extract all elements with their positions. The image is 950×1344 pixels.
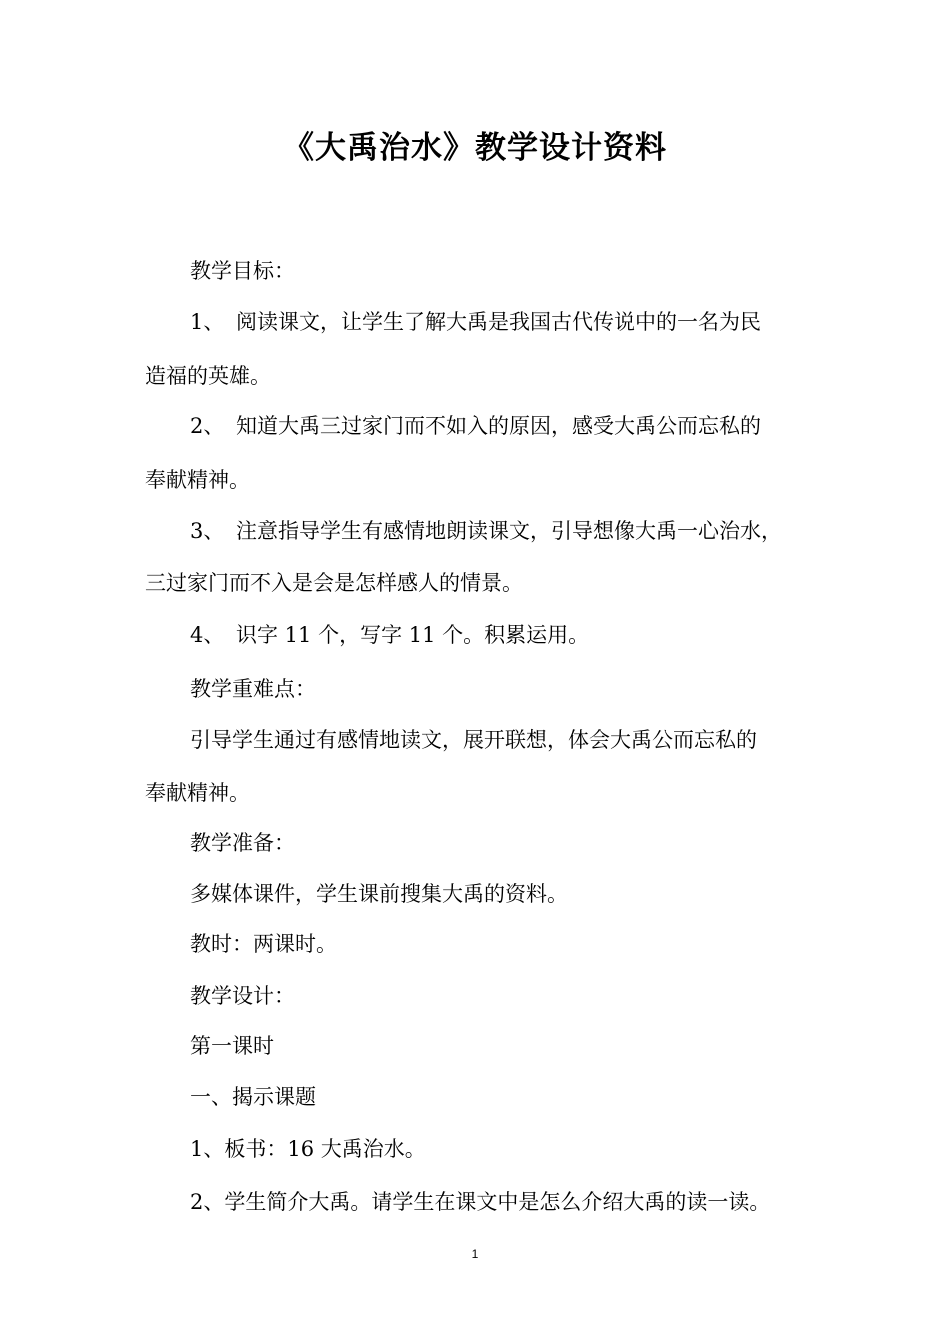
step-1: 1、板书：16 大禹治水。 — [190, 1137, 426, 1161]
goal-1-text: 阅读课文，让学生了解大禹是我国古代传说中的一名为民 — [236, 310, 761, 334]
goal-4-text: 识字 11 个，写字 11 个。积累运用。 — [236, 623, 590, 647]
goal-1-continuation: 造福的英雄。 — [145, 364, 271, 388]
goal-3-number: 3、 — [190, 519, 225, 543]
goal-2 — [190, 411, 761, 441]
goal-2-number: 2、 — [190, 414, 225, 438]
design-heading: 教学设计： — [190, 984, 295, 1008]
difficulty-text: 引导学生通过有感情地读文，展开联想，体会大禹公而忘私的 — [190, 728, 757, 752]
section-1-heading: 一、揭示课题 — [190, 1085, 316, 1109]
goals-heading: 教学目标： — [190, 259, 295, 283]
step-2: 2、学生简介大禹。请学生在课文中是怎么介绍大禹的读一读。 — [190, 1190, 771, 1214]
goal-3-continuation: 三过家门而不入是会是怎样感人的情景。 — [145, 571, 523, 595]
page-number: 1 — [471, 1247, 479, 1261]
goal-3 — [190, 516, 782, 546]
difficulty-heading: 教学重难点： — [190, 677, 316, 701]
goal-1-number: 1、 — [190, 310, 225, 334]
goal-3-text: 注意指导学生有感情地朗读课文，引导想像大禹一心治水， — [236, 519, 782, 543]
goal-2-continuation: 奉献精神。 — [145, 468, 250, 492]
lesson-1-heading: 第一课时 — [190, 1034, 274, 1058]
document-title: 《大禹治水》教学设计资料 — [283, 130, 667, 166]
goal-1 — [190, 307, 761, 337]
goal-4 — [190, 620, 589, 650]
difficulty-continuation: 奉献精神。 — [145, 781, 250, 805]
goal-4-number: 4、 — [190, 623, 225, 647]
prep-text: 多媒体课件，学生课前搜集大禹的资料。 — [190, 882, 568, 906]
prep-heading: 教学准备： — [190, 831, 295, 855]
time-text: 教时：两课时。 — [190, 932, 337, 956]
goal-2-text: 知道大禹三过家门而不如入的原因，感受大禹公而忘私的 — [236, 414, 761, 438]
